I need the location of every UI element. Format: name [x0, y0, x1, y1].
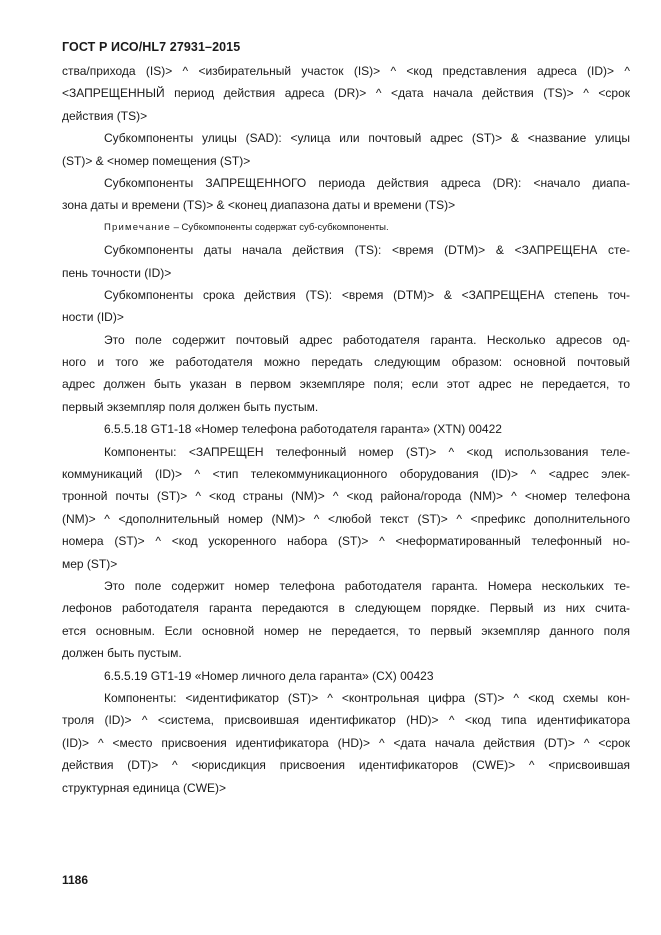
- document-header: ГОСТ Р ИСО/HL7 27931–2015: [62, 40, 241, 54]
- text-line: зона даты и времени (TS)> & <конец диапазона даты и времени (TS)>: [62, 198, 456, 213]
- text-line: ется основным. Если основной номер не передается, то первый экземпляр данного поля: [62, 623, 630, 638]
- note-text: – Субкомпоненты содержат суб-субкомпоненты.: [171, 221, 389, 233]
- text-line: Компоненты: <идентификатор (ST)> ^ <контрольная цифра (ST)> ^ <код схемы кон-: [104, 690, 630, 705]
- text-line: 6.5.5.19 GT1-19 «Номер личного дела гаранта» (CX) 00423: [104, 668, 434, 683]
- text-line: Компоненты: <ЗАПРЕЩЕН телефонный номер (ST)> ^ <код использования теле-: [104, 444, 630, 459]
- text-line: (NM)> ^ <дополнительный номер (NM)> ^ <любой текст (ST)> ^ <префикс дополнительного: [62, 511, 630, 526]
- text-line: Субкомпоненты улицы (SAD): <улица или почтовый адрес (ST)> & <название улицы: [104, 131, 630, 146]
- text-line: лефонов работодателя гаранта передаются в следующем порядке. Первый из них счита-: [62, 601, 630, 616]
- text-line: коммуникаций (ID)> ^ <тип телекоммуникационного оборудования (ID)> ^ <адрес элек-: [62, 467, 630, 482]
- text-line: Это поле содержит номер телефона работодателя гаранта. Номера нескольких те-: [104, 578, 630, 593]
- page-number: 1186: [62, 873, 89, 887]
- text-line: ства/прихода (IS)> ^ <избирательный участок (IS)> ^ <код представления адреса (ID)> ^: [62, 64, 630, 78]
- text-line: структурная единица (CWE)>: [62, 780, 227, 795]
- text-line: тронной почты (ST)> ^ <код страны (NM)> ^ <код района/города (NM)> ^ <номер телефона: [62, 489, 630, 504]
- note-label: Примечание: [104, 221, 171, 233]
- text-line: действия (TS)>: [62, 108, 148, 123]
- text-line: ности (ID)>: [62, 310, 124, 325]
- text-line: должен быть пустым.: [62, 646, 182, 661]
- document-body: [62, 60, 630, 799]
- text-line: <ЗАПРЕЩЕННЫЙ период действия адреса (DR)> ^ <дата начала действия (TS)> ^ <срок: [62, 86, 630, 101]
- text-line: троля (ID)> ^ <система, присвоившая идентификатор (HD)> ^ <код типа идентификатора: [62, 713, 630, 728]
- text-line: Субкомпоненты даты начала действия (TS): <время (DTM)> & <ЗАПРЕЩЕНА сте-: [104, 243, 630, 258]
- text-line: Субкомпоненты срока действия (TS): <время (DTM)> & <ЗАПРЕЩЕНА степень точ-: [104, 287, 630, 302]
- text-line: мер (ST)>: [62, 556, 118, 571]
- text-line: (ID)> ^ <место присвоения идентификатора (HD)> ^ <дата начала действия (DT)> ^ <срок: [62, 735, 630, 750]
- text-line: действия (DT)> ^ <юрисдикция присвоения идентификаторов (CWE)> ^ <присвоившая: [62, 758, 630, 773]
- text-line: ного и того же работодателя можно передать следующим образом: основной почтовый: [62, 355, 630, 370]
- text-line: 6.5.5.18 GT1-18 «Номер телефона работодателя гаранта» (XTN) 00422: [104, 422, 502, 437]
- text-line: адрес должен быть указан в первом экземпляре поля; если этот адрес не передается, то: [62, 377, 630, 392]
- text-line: пень точности (ID)>: [62, 265, 172, 280]
- note-line: [62, 217, 630, 239]
- text-line: номера (ST)> ^ <код ускоренного набора (ST)> ^ <неформатированный телефонный но-: [62, 534, 630, 549]
- text-line: Это поле содержит почтовый адрес работодателя гаранта. Несколько адресов од-: [104, 332, 630, 347]
- text-line: первый экземпляр поля должен быть пустым.: [62, 399, 319, 414]
- text-line: (ST)> & <номер помещения (ST)>: [62, 153, 251, 168]
- text-line: Субкомпоненты ЗАПРЕЩЕННОГО периода действия адреса (DR): <начало диапа-: [104, 175, 630, 190]
